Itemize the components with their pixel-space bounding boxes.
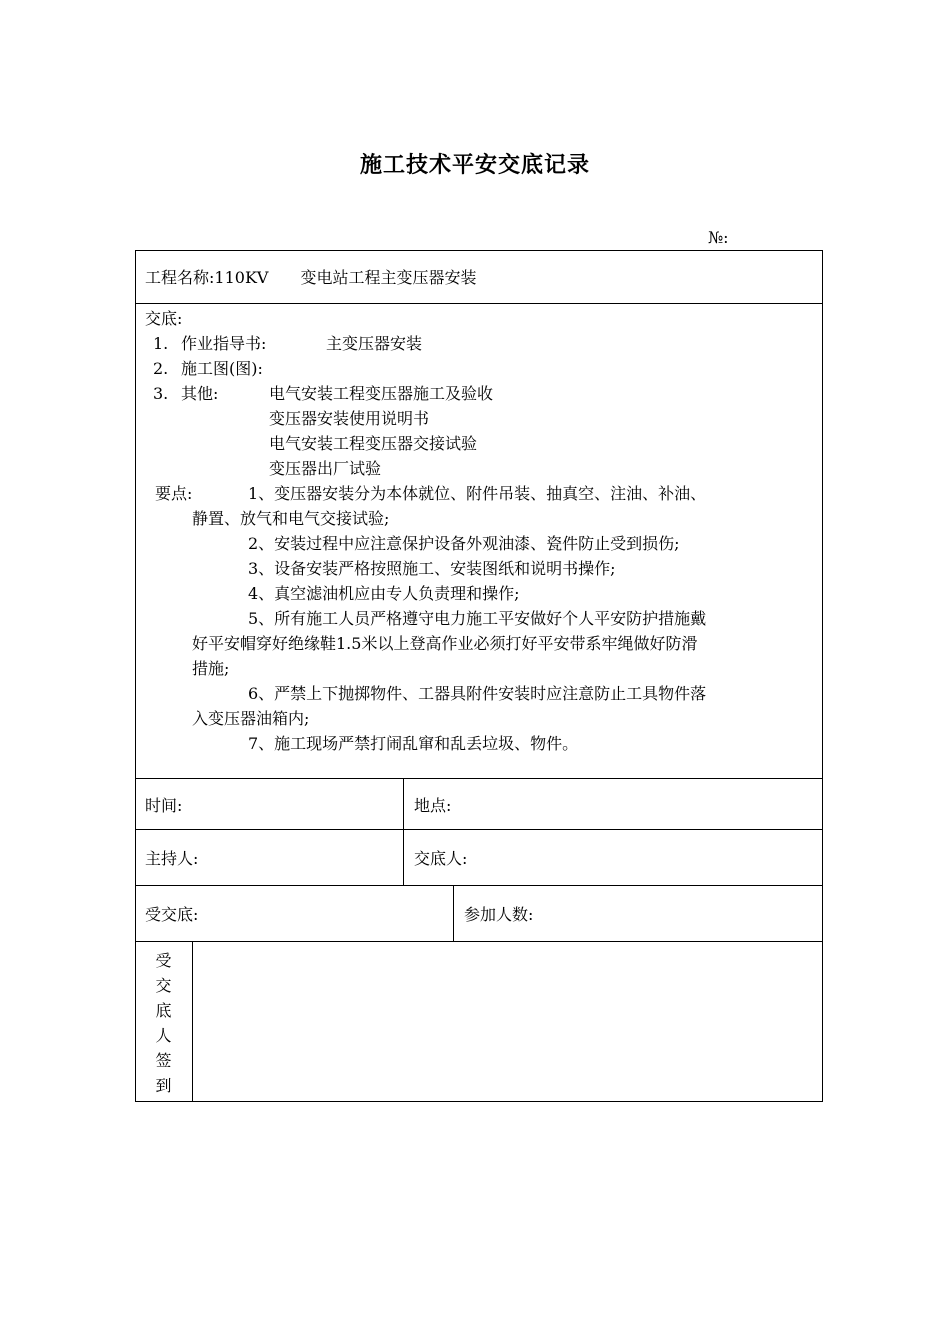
signature-label-char: 底 <box>155 1001 172 1020</box>
key-point-line: 7、施工现场严禁打闹乱窜和乱丢垃圾、物件。 <box>248 734 579 753</box>
time-cell[interactable] <box>135 778 403 829</box>
signature-label-char: 到 <box>155 1076 172 1095</box>
item-3-label: 其他: <box>181 384 219 403</box>
participants-count-label: 参加人数: <box>464 905 534 924</box>
item-1-value: 主变压器安装 <box>326 334 423 353</box>
item-2-number: 2. <box>153 359 169 378</box>
host-cell[interactable] <box>135 829 403 885</box>
place-label: 地点: <box>414 795 452 815</box>
item-1-number: 1. <box>153 334 169 353</box>
page-title: 施工技术平安交底记录 <box>359 152 590 178</box>
project-name-label: 工程名称: <box>145 268 215 287</box>
item-3-value: 电气安装工程变压器施工及验收 <box>269 384 494 403</box>
key-point-line: 6、严禁上下抛掷物件、工器具附件安装时应注意防止工具物件落 <box>248 684 707 703</box>
key-point-line: 入变压器油箱内; <box>192 709 310 728</box>
disclosure-content-cell <box>135 303 823 778</box>
signature-label-char: 签 <box>155 1051 172 1070</box>
signature-label-char: 人 <box>155 1026 172 1045</box>
key-point-line: 4、真空滤油机应由专人负责理和操作; <box>248 584 520 603</box>
signature-label-char: 受 <box>155 951 172 970</box>
other-reference-line: 变压器安装使用说明书 <box>269 409 430 428</box>
key-point-line: 5、所有施工人员严格遵守电力施工平安做好个人平安防护措施戴 <box>248 609 707 628</box>
key-point-line: 静置、放气和电气交接试验; <box>192 509 390 528</box>
item-2-label: 施工图(图): <box>181 359 263 378</box>
project-name-value: 110KV 变电站工程主变压器安装 <box>214 268 477 287</box>
host-label: 主持人: <box>145 849 199 868</box>
key-point-line: 措施; <box>192 659 230 678</box>
other-reference-line: 变压器出厂试验 <box>269 459 382 478</box>
key-point-line: 2、安装过程中应注意保护设备外观油漆、瓷件防止受到损伤; <box>248 534 680 553</box>
signature-label-cell <box>135 941 192 1102</box>
item-3-number: 3. <box>153 384 169 403</box>
participants-count-cell[interactable] <box>453 885 823 941</box>
recipient-label: 受交底: <box>145 905 199 924</box>
other-reference-line: 电气安装工程变压器交接试验 <box>269 434 478 453</box>
signature-area[interactable] <box>192 941 823 1102</box>
place-cell[interactable] <box>403 778 823 829</box>
disclosure-form-table <box>135 250 823 1102</box>
key-point-line: 3、设备安装严格按照施工、安装图纸和说明书操作; <box>248 559 616 578</box>
time-label: 时间: <box>145 795 183 815</box>
key-points-label: 要点: <box>155 484 193 503</box>
key-point-line: 好平安帽穿好绝缘鞋1.5米以上登高作业必须打好平安带系牢绳做好防滑 <box>192 634 698 653</box>
discloser-cell[interactable] <box>403 829 823 885</box>
document-number-label: №: <box>708 228 729 247</box>
signature-label-char: 交 <box>155 976 172 995</box>
recipient-cell[interactable] <box>135 885 453 941</box>
disclosure-label: 交底: <box>145 309 183 328</box>
discloser-label: 交底人: <box>414 849 468 868</box>
item-1-label: 作业指导书: <box>181 334 267 353</box>
key-point-line: 1、变压器安装分为本体就位、附件吊装、抽真空、注油、补油、 <box>248 484 707 503</box>
project-name-row <box>135 250 823 303</box>
